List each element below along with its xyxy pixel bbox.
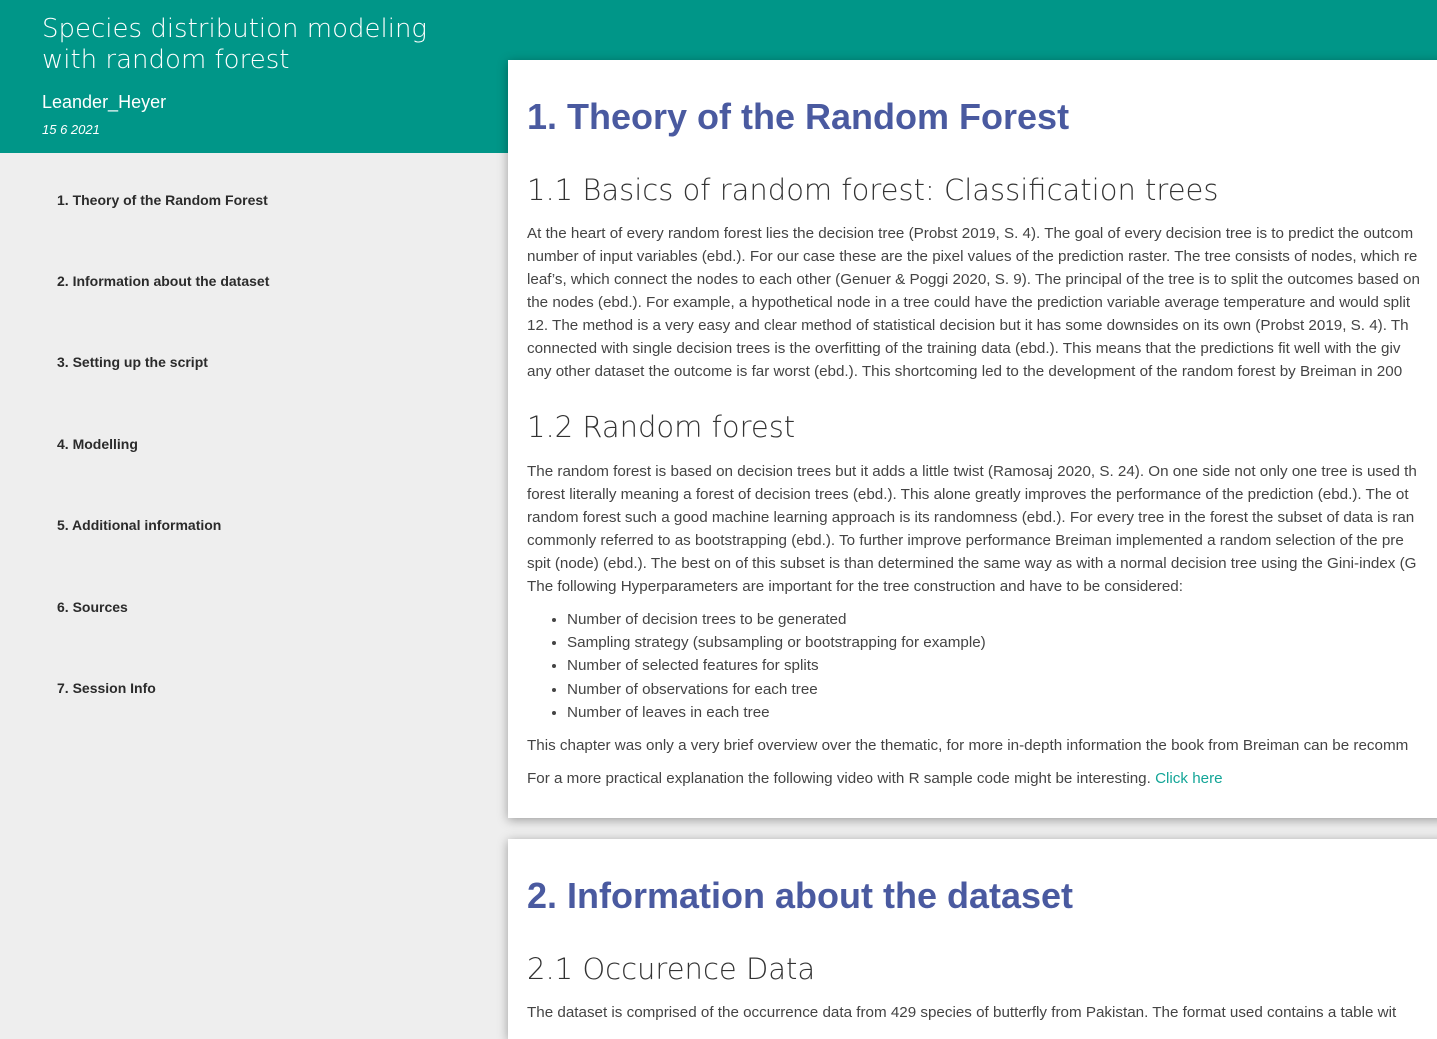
toc-item-additional[interactable]: 5. Additional information bbox=[57, 517, 222, 533]
text-line: 12. The method is a very easy and clear method of statistical decision but it has some downsides on its own (Probst 2019, S. 4). Th bbox=[527, 317, 1409, 334]
toc-item-sources[interactable]: 6. Sources bbox=[57, 599, 128, 615]
text-line: commonly referred to as bootstrapping (ebd.). To further improve performance Breiman implemented a random selection of the pre bbox=[527, 532, 1404, 549]
toc-item-script[interactable]: 3. Setting up the script bbox=[57, 354, 208, 370]
text-line: any other dataset the outcome is far worst (ebd.). This shortcoming led to the development of the random forest by Breiman in 200 bbox=[527, 363, 1403, 380]
paragraph-random-forest bbox=[527, 460, 1417, 598]
toc-item-modelling[interactable]: 4. Modelling bbox=[57, 436, 138, 452]
toc-sidebar bbox=[0, 153, 508, 1026]
list-item: • Number of leaves in each tree bbox=[567, 701, 986, 724]
section-title: 2. Information about the dataset bbox=[527, 875, 1074, 916]
paragraph-overview-note: This chapter was only a very brief overview over the thematic, for more in-depth information the book from Breiman can be recomm bbox=[527, 737, 1409, 754]
text-line: The random forest is based on decision trees but it adds a little twist (Ramosaj 2020, S. 24). On one side not only one tree is used th bbox=[527, 463, 1417, 480]
text-line: leaf’s, which connect the nodes to each other (Genuer & Poggi 2020, S. 9). The principal of the tree is to split the outcomes based on bbox=[527, 271, 1420, 288]
video-link[interactable]: Click here bbox=[1155, 770, 1223, 787]
text-line: the nodes (ebd.). For example, a hypothetical node in a tree could have the prediction variable average temperature and would split bbox=[527, 294, 1411, 311]
text-line: connected with single decision trees is the overfitting of the training data (ebd.). This means that the predictions fit well with the giv bbox=[527, 340, 1401, 357]
section-card-theory bbox=[508, 60, 1437, 818]
list-item: • Number of decision trees to be generated bbox=[567, 608, 986, 631]
text-line: random forest such a good machine learning approach is its randomness (ebd.). For every tree in the forest the subset of data is ran bbox=[527, 509, 1415, 526]
list-item: • Sampling strategy (subsampling or bootstrapping for example) bbox=[567, 631, 986, 654]
paragraph-occurrence-data: The dataset is comprised of the occurrence data from 429 species of butterfly from Pakistan. The format used contains a table wit bbox=[527, 1004, 1397, 1021]
video-text: For a more practical explanation the following video with R sample code might be interesting. bbox=[527, 770, 1151, 787]
document-title: Species distribution modeling with random forest bbox=[42, 14, 428, 75]
subsection-title: 1.1 Basics of random forest: Classification trees bbox=[527, 173, 1219, 207]
text-line: number of input variables (ebd.). For our case these are the pixel values of the prediction raster. The tree consists of nodes, which re bbox=[527, 248, 1418, 265]
section-title: 1. Theory of the Random Forest bbox=[527, 96, 1070, 137]
text-line: At the heart of every random forest lies the decision tree (Probst 2019, S. 4). The goal of every decision tree is to predict the outcom bbox=[527, 225, 1414, 242]
hyperparameter-list bbox=[527, 608, 986, 724]
toc-item-dataset[interactable]: 2. Information about the dataset bbox=[57, 273, 270, 289]
text-line: The following Hyperparameters are important for the tree construction and have to be considered: bbox=[527, 578, 1183, 595]
paragraph-classification-trees bbox=[527, 222, 1420, 383]
list-item: • Number of selected features for splits bbox=[567, 654, 986, 677]
toc-item-session[interactable]: 7. Session Info bbox=[57, 680, 156, 696]
list-item: • Number of observations for each tree bbox=[567, 678, 986, 701]
section-card-dataset bbox=[508, 839, 1437, 1039]
subsection-title: 2.1 Occurence Data bbox=[527, 952, 816, 986]
document-date: 15 6 2021 bbox=[42, 122, 100, 137]
document-author: Leander_Heyer bbox=[42, 92, 167, 112]
paragraph-video bbox=[527, 767, 1223, 790]
text-line: forest literally meaning a forest of decision trees (ebd.). This alone greatly improves the performance of the prediction (ebd.). The ot bbox=[527, 486, 1409, 503]
subsection-title: 1.2 Random forest bbox=[527, 410, 796, 444]
text-line: spit (node) (ebd.). The best on of this subset is than determined the same way as with a normal decision tree using the Gini-index (G bbox=[527, 555, 1417, 572]
toc-item-theory[interactable]: 1. Theory of the Random Forest bbox=[57, 192, 268, 208]
